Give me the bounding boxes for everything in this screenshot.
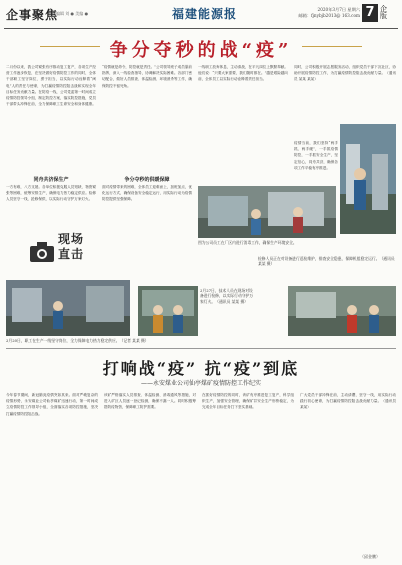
article2-col1: 今年春节期间，新冠肺炎疫情突如其来。面对严峻复杂的疫情形势，永安煤业公司仙亭煤矿迅速行动，第一时间成立疫情防控工作领导小组，全面落实各项防控措施，坚决打赢疫情防控阻击战。 — [6, 393, 98, 416]
article2-endmark: （邱金鹏） — [360, 554, 380, 559]
article1-col1b: 一方有难，八方支援。各单位积极克服人员短缺、物资紧张等困难，统筹安排生产，确保电力热力稳定供应。检修人员坚守一线，抢修保供，以实际行动守护万家灯火。 — [6, 185, 96, 202]
page-label-2: 版 — [380, 12, 387, 20]
article1-headline: 争分夺秒的战“疫” — [109, 40, 293, 61]
photo-center-wide — [198, 186, 336, 238]
article1-subhead-1: 同舟共济保生产 — [33, 177, 69, 183]
page-number-box — [362, 4, 396, 22]
paper-name: 福建能源报 — [172, 7, 238, 21]
article1-col1: 二月份以来，我公司紧张有序推动复工复产，各项生产经营工作逐步恢复，在坚决做好疫情防控工作的同时，全体干部职工坚守岗位、勇于担当，以实际行动诠释着“闽电”人的责任与使命，为打赢疫情防控阻击战和实现全年目标任务贡献力量。在防疫一线，公司党委第一时间成立疫情防控领导小组，制定防控方案，落实防控措施，党员干部带头冲锋在前，全力保障职工生命安全和身体健康。 — [6, 65, 96, 107]
article1-col4b: 疫情当前，我们坚持“两手抓、两手硬”，一手抓疫情防控，一手抓安全生产，坚定信心，同舟共济，确保各项工作平稳有序推进。 — [294, 141, 338, 170]
article1-col4: 同时，公司积极开展志愿服务活动，组织党员干部下沉社区，协助开展疫情防控工作，为打赢疫情防控阻击战贡献力量。（通讯员 某某 某某） — [294, 65, 396, 82]
article1-col2b: 面对疫情带来的困难，全体员工迎难而上，加班加点，优化运行方式，确保设备安全稳定运行，用实际行动为疫情防控提供坚强保障。 — [102, 185, 192, 202]
issue-email: 邮箱：fjnybjb2013@ 163.com — [298, 13, 360, 18]
badge-line-2: 直击 — [58, 247, 85, 261]
page-label-1: 企 — [380, 5, 387, 13]
article2-col4: 广大党员干部冲锋在前，主动请缨，坚守一线，用实际行动践行初心使命，为打赢疫情防控阻击战贡献力量。（通讯员 某某） — [300, 393, 396, 410]
page-label — [380, 6, 387, 20]
photo-middle — [138, 286, 198, 336]
headline-ornament-right — [302, 46, 362, 47]
article2-subline: ——永安煤业公司仙亭煤矿疫情防控工作纪实 — [140, 380, 261, 387]
badge-line-1: 现场 — [58, 232, 85, 246]
article2-col3: 在抓好疫情防控的同时，该矿有序推进复工复产，科学组织生产，加强安全管理，确保矿井安全生产形势稳定，为完成全年目标任务打下坚实基础。 — [202, 393, 294, 410]
article1-col3: 一线职工放弃休息，主动请战，在平凡岗位上默默奉献。他们说：“只要大家需要，我们随时都在。”越是艰险越向前，全体员工以实际行动诠释着责任担当。 — [198, 65, 288, 82]
issue-date: 2020年3月7日 星期六 — [317, 7, 360, 12]
photo-bottom-left — [6, 280, 130, 336]
masthead-rule — [4, 28, 398, 29]
issue-info — [252, 7, 360, 19]
article2-col2: 该矿严格落实人员排查、体温检测、消毒通风等措施，对进入矿区人员逐一登记检测，确保不漏一人。同时积极筹措防疫物资，保障职工防护需要。 — [104, 393, 196, 410]
section-title: 企事聚焦 — [6, 8, 59, 22]
article2-headline: 打响战“疫” 抗“疫”到底 — [102, 359, 300, 378]
masthead — [0, 0, 402, 30]
caption-bottom-left: 2月20日，职工在生产一线坚守岗位，全力保障电力热力稳定供应。（记者 某某 摄） — [6, 338, 149, 343]
photo-right — [288, 286, 396, 336]
page-number: 7 — [362, 4, 378, 22]
article1-subhead-2: 争分夺秒的供暖保障 — [124, 177, 170, 183]
caption-middle: 2月27日，技术人员在现场对设备进行检修，以实际行动守护万家灯火。（通讯员 某某 摄） — [200, 288, 254, 304]
caption-center-wide: 图为公司员工在厂区内进行消毒工作，确保生产环境安全。 — [198, 240, 297, 245]
caption-right: 检修人员正在对设备进行巡检维护，排查安全隐患，保障机组稳定运行。（通讯员 某某 摄） — [258, 256, 395, 267]
camera-icon — [28, 238, 56, 266]
live-scene-badge — [28, 232, 104, 278]
photo-top-right — [340, 124, 396, 234]
headline-ornament-left — [40, 46, 100, 47]
section-editor-line: 责任编辑 刘 ● 美编 ● — [48, 11, 89, 16]
section-divider — [6, 348, 396, 349]
article1-col2: “疫情就是命令，防控就是责任。”公司领导班子成员靠前指挥，深入一线检查指导，协调解决实际困难。各部门密切配合，做好人员排查、体温检测、环境消杀等工作，确保防控不留死角。 — [102, 65, 192, 88]
